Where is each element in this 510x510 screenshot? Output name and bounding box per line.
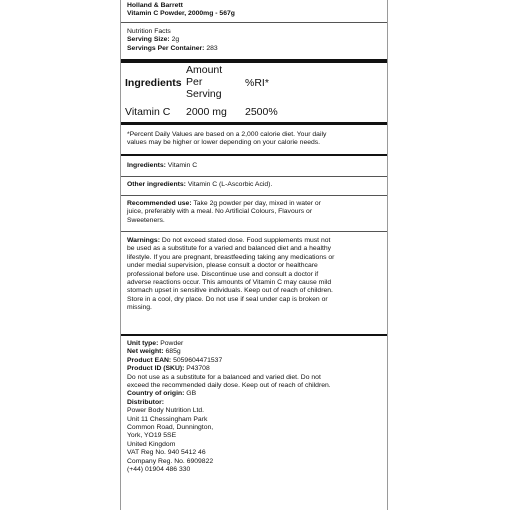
- distributor-line: VAT Reg No. 940 5412 46: [127, 449, 206, 457]
- label-text: Sweeteners.: [127, 216, 165, 224]
- divider: [121, 176, 387, 177]
- distributor-line: United Kingdom: [127, 440, 176, 448]
- distributor-line: Unit 11 Chessingham Park: [127, 415, 208, 423]
- label-text: lifestyle. If you are pregnant, breastfeeding taking any medications or: [127, 253, 335, 261]
- label-header: [127, 2, 381, 19]
- header-amount-per-serving: [186, 64, 240, 100]
- other-ingredients-value: Vitamin C (L-Ascorbic Acid).: [187, 181, 273, 188]
- row-ri: 2500%: [245, 106, 278, 118]
- label-text: juice, preferably with a meal. No Artificial Colours, Flavours or: [127, 208, 313, 216]
- label-text: Per: [186, 76, 203, 88]
- net-weight-value: 685g: [165, 348, 181, 356]
- distributor-line: Company Reg. No. 6909822: [127, 457, 214, 465]
- ingredients-section: [127, 162, 381, 170]
- label-text: be used as a substitute for a varied and balanced diet and a healthy: [127, 245, 332, 253]
- ean-value: 5059604471537: [173, 356, 223, 364]
- serving-size-value: 2g: [171, 36, 180, 44]
- label-text: missing.: [127, 304, 152, 312]
- serving-size-label: Serving Size:: [127, 36, 170, 44]
- brand-name: Holland & Barrett: [127, 2, 183, 9]
- distributor-line: (+44) 01904 486 330: [127, 466, 191, 474]
- product-name: Vitamin C Powder, 2000mg - 567g: [127, 10, 235, 18]
- label-text: adverse reactions occur. This amounts of Vitamin C may cause mild: [127, 279, 332, 287]
- distributor-line: Common Road, Dunnington,: [127, 424, 214, 432]
- recommended-use-section: [127, 200, 381, 225]
- sku-value: P43708: [186, 365, 210, 373]
- label-text: Amount: [186, 64, 223, 76]
- ean-label: Product EAN:: [127, 356, 172, 364]
- label-text: Serving: [186, 88, 222, 100]
- ingredients-value: Vitamin C: [167, 162, 198, 169]
- thick-divider: [121, 334, 387, 336]
- supplement-label-panel: [120, 0, 388, 510]
- row-amount: 2000 mg: [186, 106, 227, 118]
- label-text: professional before use. Discontinue use and consult a doctor if: [127, 270, 319, 278]
- nutrition-title: Nutrition Facts: [127, 28, 171, 35]
- notice-line: exceed the recommended daily dose. Keep out of reach of children.: [127, 382, 331, 390]
- country-value: GB: [186, 390, 197, 398]
- servings-label: Servings Per Container:: [127, 44, 205, 52]
- warnings-section: [127, 237, 381, 313]
- label-text: values may be higher or lower depending on your calorie needs.: [127, 139, 321, 147]
- label-text: *Percent Daily Values are based on a 2,000 calorie diet. Your daily: [127, 131, 327, 138]
- label-text: Take 2g powder per day, mixed in water or: [193, 200, 321, 207]
- sku-label: Product ID (SKU):: [127, 365, 185, 373]
- label-text: Do not exceed stated dose. Food supplements must not: [161, 237, 331, 244]
- distributor-line: Power Body Nutrition Ltd.: [127, 407, 205, 415]
- ingredients-label: Ingredients:: [127, 162, 166, 169]
- net-weight-label: Net weight:: [127, 348, 164, 356]
- divider: [121, 22, 387, 23]
- notice-line: Do not use as a substitute for a balanced and varied diet. Do not: [127, 373, 321, 381]
- header-ri: %RI*: [245, 77, 269, 89]
- ingredients-table-header: [125, 64, 295, 102]
- thick-divider: [121, 59, 387, 63]
- label-text: stomach upset in sensitive individuals. Keep out of reach of children.: [127, 287, 333, 295]
- daily-values-footnote: [127, 131, 381, 148]
- ingredients-table: [125, 64, 295, 120]
- other-ingredients-label: Other ingredients:: [127, 181, 186, 188]
- label-text: under medial supervision, please consult a doctor or healthcare: [127, 262, 318, 270]
- distributor-line: York, YO19 5SE: [127, 432, 177, 440]
- warnings-label: Warnings:: [127, 237, 160, 244]
- unit-type-value: Powder: [160, 340, 184, 347]
- thick-divider: [121, 122, 387, 125]
- divider: [121, 231, 387, 232]
- divider: [121, 195, 387, 196]
- unit-type-label: Unit type:: [127, 340, 159, 347]
- row-ingredient-name: Vitamin C: [125, 106, 171, 118]
- thick-divider: [121, 154, 387, 156]
- table-row: [125, 106, 295, 120]
- servings-value: 283: [206, 44, 218, 52]
- other-ingredients-section: [127, 181, 381, 189]
- nutrition-facts: [127, 28, 381, 53]
- header-ingredients: Ingredients: [125, 77, 182, 89]
- label-text: Store in a cool, dry place. Do not use if seal under cap is broken or: [127, 295, 328, 303]
- country-label: Country of origin:: [127, 390, 185, 398]
- product-info-section: [127, 340, 381, 475]
- recommended-use-label: Recommended use:: [127, 200, 192, 207]
- distributor-label: Distributor:: [127, 398, 165, 406]
